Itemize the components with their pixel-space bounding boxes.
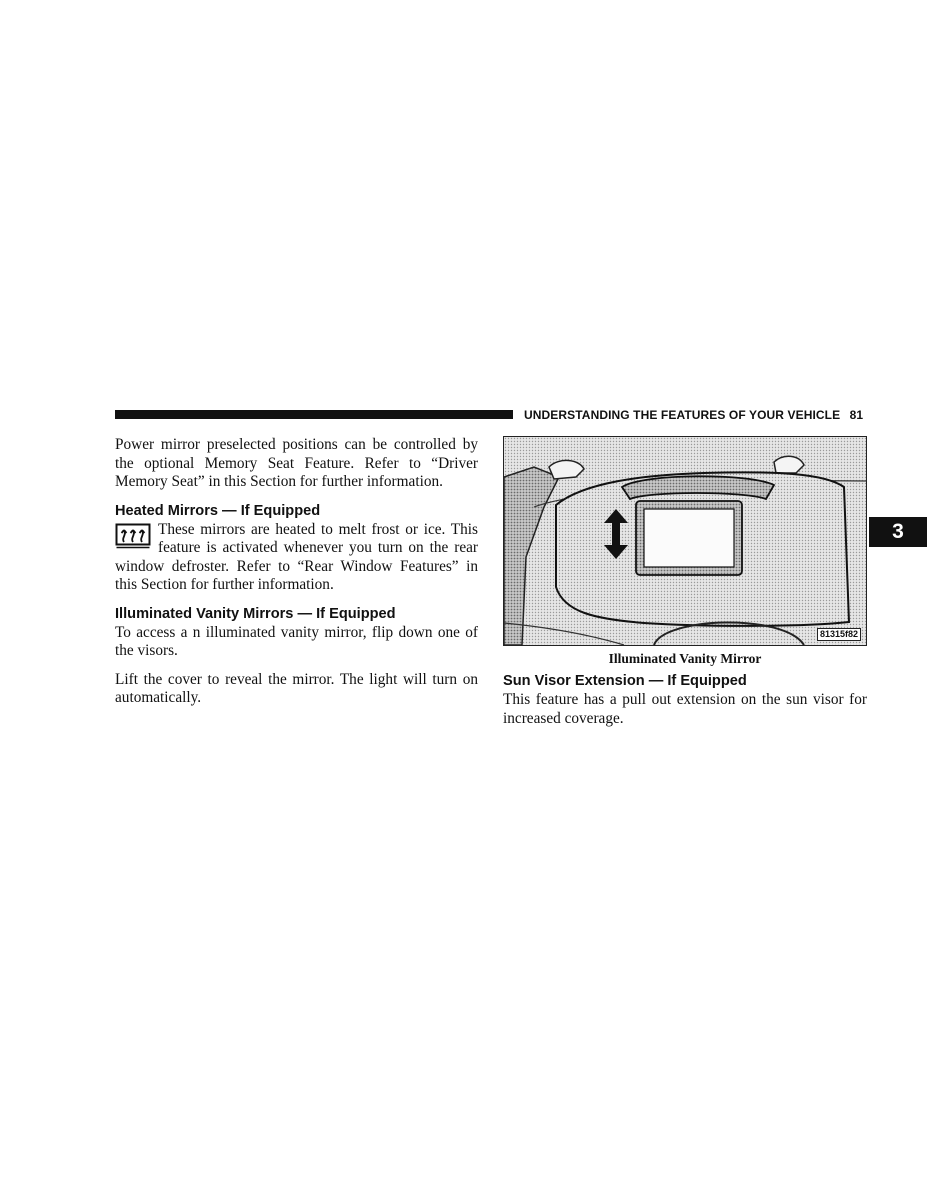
vanity-mirrors-paragraph-2: Lift the cover to reveal the mirror. The light will turn on automatically. xyxy=(115,670,478,706)
vanity-mirror-figure xyxy=(503,436,867,646)
heated-mirrors-section xyxy=(115,521,478,595)
intro-paragraph: Power mirror preselected positions can be controlled by the optional Memory Seat Feature. Refer to “Driver Memory Seat” in this Section for further information. xyxy=(115,436,478,490)
sun-visor-heading: Sun Visor Extension — If Equipped xyxy=(503,673,747,689)
chapter-number: 3 xyxy=(892,520,904,543)
sun-visor-text: This feature has a pull out extension on the sun visor for increased coverage. xyxy=(503,691,867,727)
right-column xyxy=(503,436,867,738)
page-number: 81 xyxy=(849,408,864,422)
rear-defroster-icon xyxy=(115,523,151,549)
heated-mirrors-text: These mirrors are heated to melt frost or ice. This feature is activated whenever you turn on the rear window defroster. Refer to “Rear Window Features” in this Section for further information. xyxy=(115,520,478,593)
section-title: UNDERSTANDING THE FEATURES OF YOUR VEHICLE xyxy=(524,408,841,422)
vanity-mirror-illustration xyxy=(504,437,866,645)
running-header xyxy=(524,408,868,422)
left-column xyxy=(115,436,478,718)
heated-mirrors-heading: Heated Mirrors — If Equipped xyxy=(115,502,321,519)
vanity-mirrors-paragraph-1: To access a n illuminated vanity mirror, flip down one of the visors. xyxy=(115,623,478,659)
header-rule xyxy=(115,410,513,419)
chapter-tab xyxy=(869,517,927,547)
figure-caption: Illuminated Vanity Mirror xyxy=(608,651,762,666)
figure-id-label: 81315f82 xyxy=(817,628,861,641)
vanity-mirrors-heading: Illuminated Vanity Mirrors — If Equipped xyxy=(115,605,396,622)
